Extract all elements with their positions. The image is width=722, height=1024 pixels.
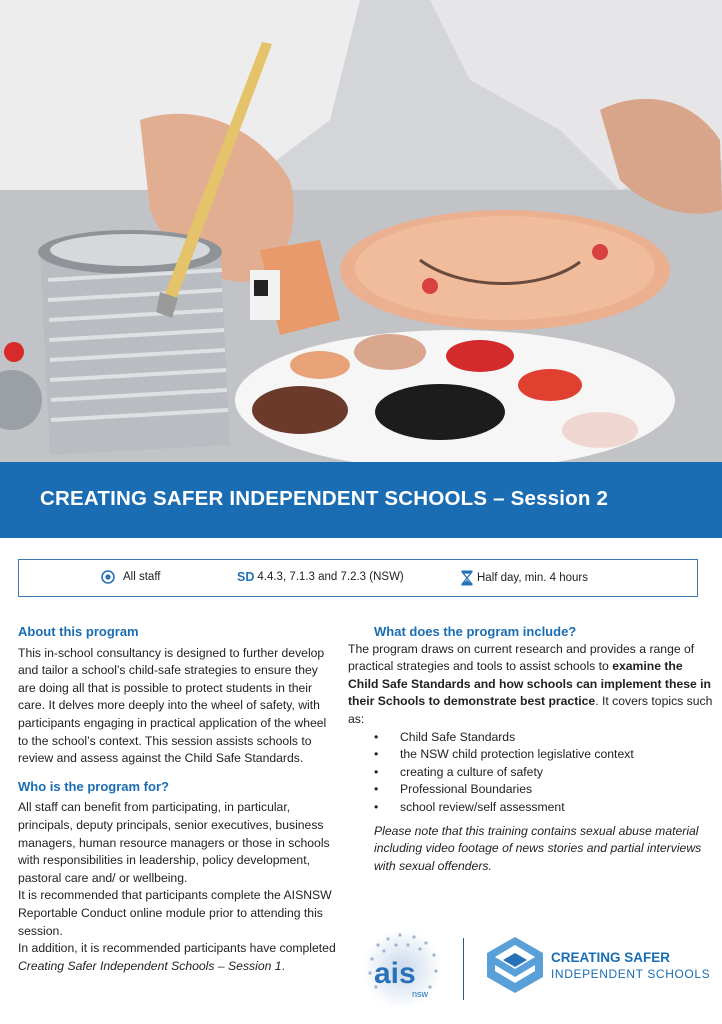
standards-item [237,570,404,584]
content-warning-note: Please note that this training contains sexual abuse material including video footage of news stories and partial interviews with sexual offenders. [374,823,702,873]
audience-item [101,570,161,584]
topics-list [374,729,716,817]
who-body-2: It is recommended that participants complete the AISNSW Reportable Conduct online module prior to attending this session. [18,888,332,938]
who-body-3-suffix: . [281,958,285,973]
hourglass-icon [461,570,473,586]
hero-photo [0,0,722,462]
includes-intro [348,641,716,729]
topic-label: creating a culture of safety [400,764,543,779]
svg-text:nsw: nsw [412,989,429,999]
bullet-icon: • [374,782,379,797]
duration-item [461,570,588,586]
who-body-3-prefix: In addition, it is recommended participants have completed [18,941,336,956]
includes-intro-c: . It covers topics such as: [348,694,713,726]
topic-label: the NSW child protection legislative context [400,747,634,762]
list-item [374,729,716,747]
page-title: CREATING SAFER INDEPENDENT SCHOOLS – Session 2 [40,487,609,510]
bullet-icon: • [374,747,379,762]
duration-label: Half day, min. 4 hours [477,572,589,584]
right-column [348,623,716,875]
topic-label: Professional Boundaries [400,782,533,797]
ais-nsw-logo [358,925,448,1015]
who-heading: Who is the program for? [18,778,169,794]
title-banner [0,462,722,538]
sd-prefix: SD [237,570,255,584]
topic-label: Child Safe Standards [400,729,516,744]
list-item [374,746,716,764]
svg-text:ais: ais [374,957,416,990]
brand-line-2: INDEPENDENT SCHOOLS [551,967,711,981]
target-icon [101,570,115,584]
includes-heading: What does the program include? [374,624,577,639]
topic-label: school review/self assessment [400,799,565,814]
about-body: This in-school consultancy is designed to further develop and tailor a school’s child-safe strategies to ensure they are doing all that is possible to protect students in their care. It delves more deeply into the wheel of safety, with participants engaging in practical application of the wheel to the school’s context. This session assists schools to review and assess against the Child Safe Standards. [18,645,327,766]
session-1-reference: Creating Safer Independent Schools – Session 1 [18,958,282,973]
list-item [374,781,716,799]
creating-safer-schools-logo [485,935,545,995]
logo-divider [463,938,464,1000]
left-column [18,623,336,975]
list-item [374,764,716,782]
sd-value: 4.4.3, 7.1.3 and 7.2.3 (NSW) [257,571,404,583]
who-body-1: All staff can benefit from participating, in particular, principals, deputy principals, senior executives, business managers, human resource managers or those in schools with responsibilities in leadership, policy development, pastoral care and/ or wellbeing. [18,800,330,885]
bullet-icon: • [374,729,379,744]
about-heading: About this program [18,624,139,639]
program-info-box [18,559,698,597]
audience-label: All staff [123,571,161,583]
bullet-icon: • [374,764,379,779]
includes-intro-emphasis: examine the Child Safe Standards and how schools can implement these in their Schools to demonstrate best practice [348,659,711,709]
brand-line-1: CREATING SAFER [551,950,671,965]
includes-intro-a: The program draws on current research and provides a range of practical strategies and tools to assist schools to [348,641,695,674]
who-body-3 [18,940,336,975]
list-item [374,799,716,817]
bullet-icon: • [374,799,379,814]
